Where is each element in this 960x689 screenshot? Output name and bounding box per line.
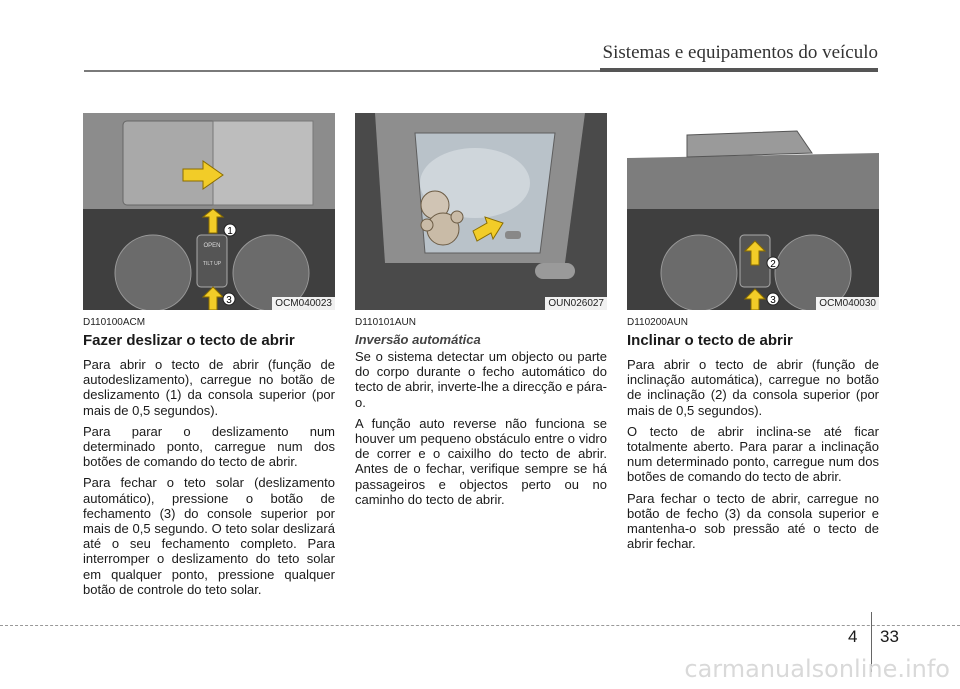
tilt-button-label: TILT UP <box>202 261 222 267</box>
section-title: Inclinar o tecto de abrir <box>627 332 793 349</box>
sunroof-slide-illustration <box>83 113 335 310</box>
figure-sunroof-view <box>355 113 607 310</box>
section-title: Fazer deslizar o tecto de abrir <box>83 332 295 349</box>
page-number: 33 <box>880 627 899 646</box>
figure-code: OUN026027 <box>545 297 607 310</box>
paragraph: Se o sistema detectar um objecto ou parte do corpo durante o fecho automático do tecto de abrir, inverte-lhe a direcção e pára-o. <box>355 349 607 410</box>
column-slide <box>83 113 335 603</box>
callout-2: 2 <box>770 259 776 270</box>
paragraph: A função auto reverse não funciona se houver um pequeno obstáculo entre o vidro de correr e o caixilho do tecto de abrir. Antes de o fechar, verifique sempre se há passageiros e objectos perto ou no caminho do tecto de abrir. <box>355 415 607 507</box>
paragraph: Para parar o deslizamento num determinado ponto, carregue num dos botões de comando do tecto de abrir. <box>83 423 335 470</box>
paragraph: O tecto de abrir inclina-se até ficar totalmente aberto. Para parar a inclinação num determinado ponto, carregue num dos botões de comando do tecto de abrir. <box>627 423 879 485</box>
figure-tilt-console <box>627 113 879 310</box>
figure-code: OCM040023 <box>272 297 335 310</box>
column-tilt <box>627 113 879 557</box>
figure-slide-console <box>83 113 335 310</box>
paragraph: Para abrir o tecto de abrir (função de inclinação automática), carregue no botão de inclinação (2) da consola superior (por mais de 0,5 segundos). <box>627 357 879 418</box>
sunroof-reverse-illustration <box>355 113 607 310</box>
running-header: Sistemas e equipamentos do veículo <box>602 42 878 63</box>
section-id: D110101AUN <box>355 317 416 328</box>
callout-1: 1 <box>227 226 233 237</box>
column-auto-reverse <box>355 113 607 513</box>
sunroof-tilt-illustration <box>627 113 879 310</box>
header-rule-accent <box>600 68 878 72</box>
watermark: carmanualsonline.info <box>684 655 950 683</box>
paragraph: Para fechar o tecto de abrir, carregue no botão de fecho (3) da consola superior e mantenha-o sob pressão até o tecto de abrir fechar. <box>627 490 879 552</box>
section-id: D110100ACM <box>83 317 146 328</box>
figure-code: OCM040030 <box>816 297 879 310</box>
paragraph: Para fechar o teto solar (deslizamento automático), pressione o botão de fechamento (3) do console superior por mais de 0,5 segundo. O teto solar deslizará até o seu fechamento completo. Para interromper o deslizamento do teto solar em qualquer ponto, pressione qualquer botão de controle do teto solar. <box>83 475 335 597</box>
callout-3: 3 <box>770 295 776 306</box>
section-subtitle: Inversão automática <box>355 332 481 347</box>
section-id: D110200AUN <box>627 317 688 328</box>
open-button-label: OPEN <box>203 243 221 249</box>
chapter-number: 4 <box>848 627 858 646</box>
footer-rule <box>0 625 960 626</box>
paragraph: Para abrir o tecto de abrir (função de autodeslizamento), carregue no botão de deslizamento (1) da consola superior (por mais de 0,5 segundos). <box>83 357 335 418</box>
callout-3: 3 <box>226 295 232 306</box>
